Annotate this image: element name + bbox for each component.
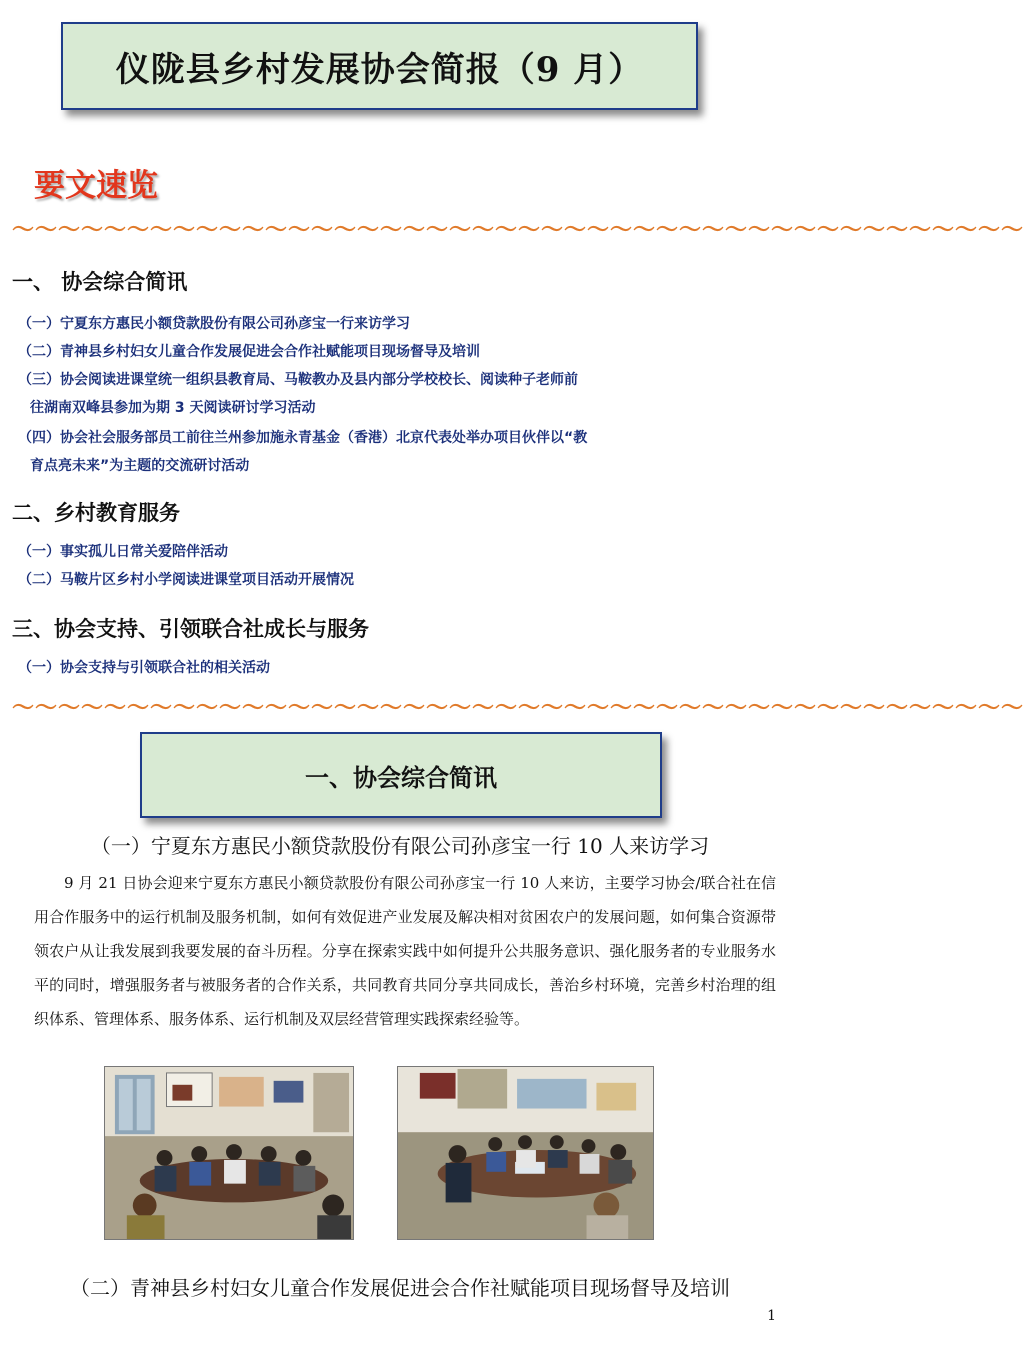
toc-item-text: （一）事实孤儿日常关爱陪伴活动 — [18, 544, 228, 560]
toc-section-heading-2: 二、乡村教育服务 — [12, 501, 180, 525]
toc-item[interactable] — [18, 366, 784, 422]
toc-item[interactable] — [18, 338, 784, 366]
page-number: 1 — [767, 1308, 776, 1324]
section-banner — [140, 732, 662, 818]
article-paragraph: 9 月 21 日协会迎来宁夏东方惠民小额贷款股份有限公司孙彦宝一行 10 人来访，主要学习协会/联合社在信用合作服务中的运行机制及服务机制，如何有效促进产业发展及解决相对贫困农户的发展问题，如何集合资源带领农户从让我发展到我要发展的奋斗历程。分享在探索实践中如何提升公共服务意识、强化服务者的专业服务水平的同时，增强服务者与被服务者的合作关系，共同教育共同分享共同成长，善治乡村环境，完善乡村治理的组织体系、管理体系、服务体系、运行机制及双层经营管理实践探索经验等。 — [34, 874, 776, 1028]
overview-label: 要文速览 — [34, 168, 158, 204]
toc-item-text-cont: 育点亮未来”为主题的交流研讨活动 — [30, 458, 250, 474]
toc-section-heading-1: 一、 协会综合简讯 — [12, 270, 188, 294]
toc-item-text: （四）协会社会服务部员工前往兰州参加施永青基金（香港）北京代表处举办项目伙伴以“教 — [18, 430, 588, 446]
wave-divider-top: ～～～～～～～～～～～～～～～～～～～～～～～～～～～～～～～～～～～～～～～～～～～～ — [12, 218, 1024, 243]
meeting-photo-1 — [104, 1066, 354, 1240]
toc-item-text: （二）青神县乡村妇女儿童合作发展促进会合作社赋能项目现场督导及培训 — [18, 344, 480, 360]
toc-item[interactable] — [18, 310, 784, 338]
page-title: 仪陇县乡村发展协会简报（9 月） — [115, 49, 644, 90]
meeting-photo-2 — [397, 1066, 654, 1240]
toc-item[interactable] — [18, 538, 784, 566]
toc-item[interactable] — [18, 566, 784, 594]
toc-section-heading-3: 三、协会支持、引领联合社成长与服务 — [12, 617, 369, 641]
section-banner-title: 一、协会综合简讯 — [305, 763, 497, 792]
toc-item[interactable] — [18, 654, 784, 682]
toc-item-text: （二）马鞍片区乡村小学阅读进课堂项目活动开展情况 — [18, 572, 354, 588]
toc-item-text-cont: 往湖南双峰县参加为期 3 天阅读研讨学习活动 — [30, 400, 316, 416]
article-subtitle-2: （二）青神县乡村妇女儿童合作发展促进会合作社赋能项目现场督导及培训 — [70, 1276, 730, 1300]
article-subtitle-1: （一）宁夏东方惠民小额贷款股份有限公司孙彦宝一行 10 人来访学习 — [90, 834, 710, 858]
wave-divider-bottom: ～～～～～～～～～～～～～～～～～～～～～～～～～～～～～～～～～～～～～～～～～～～～ — [12, 696, 1024, 721]
toc-item[interactable] — [18, 424, 784, 480]
title-banner — [61, 22, 698, 110]
toc-item-text: （一）宁夏东方惠民小额贷款股份有限公司孙彦宝一行来访学习 — [18, 316, 410, 332]
toc-item-text: （三）协会阅读进课堂统一组织县教育局、马鞍教办及县内部分学校校长、阅读种子老师前 — [18, 372, 578, 388]
toc-item-text: （一）协会支持与引领联合社的相关活动 — [18, 660, 270, 676]
